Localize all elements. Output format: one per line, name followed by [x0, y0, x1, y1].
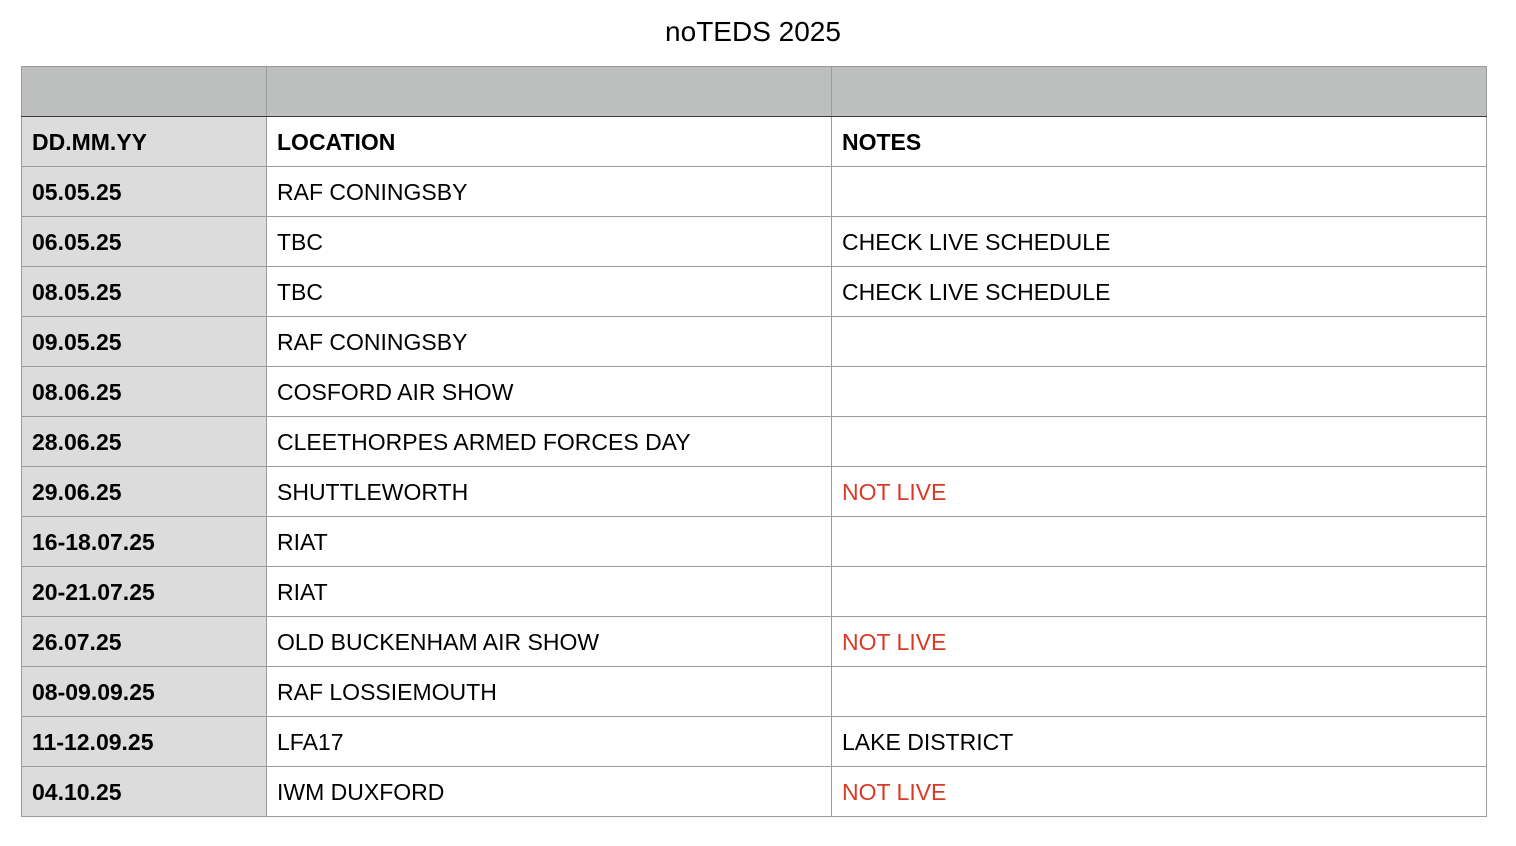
- row-notes: [832, 167, 1487, 217]
- row-location: IWM DUXFORD: [267, 767, 832, 817]
- row-notes: [832, 317, 1487, 367]
- row-location: COSFORD AIR SHOW: [267, 367, 832, 417]
- page-title: noTEDS 2025: [665, 16, 841, 47]
- row-date: 11-12.09.25: [22, 717, 267, 767]
- row-date: 08-09.09.25: [22, 667, 267, 717]
- row-location: RAF CONINGSBY: [267, 167, 832, 217]
- row-date: 04.10.25: [22, 767, 267, 817]
- band-cell: [22, 67, 267, 117]
- row-date: 28.06.25: [22, 417, 267, 467]
- row-date: 06.05.25: [22, 217, 267, 267]
- row-notes: [832, 667, 1487, 717]
- schedule-table-body: [22, 67, 1487, 817]
- table-band-row: [22, 67, 1487, 117]
- band-cell: [832, 67, 1487, 117]
- table-row: [22, 717, 1487, 767]
- row-location: OLD BUCKENHAM AIR SHOW: [267, 617, 832, 667]
- row-location: SHUTTLEWORTH: [267, 467, 832, 517]
- row-notes: CHECK LIVE SCHEDULE: [832, 217, 1487, 267]
- row-date: 08.05.25: [22, 267, 267, 317]
- table-row: [22, 417, 1487, 467]
- row-notes: CHECK LIVE SCHEDULE: [832, 267, 1487, 317]
- row-location: RAF CONINGSBY: [267, 317, 832, 367]
- table-row: [22, 617, 1487, 667]
- header-location: LOCATION: [267, 117, 832, 167]
- row-location: RIAT: [267, 517, 832, 567]
- row-date: 05.05.25: [22, 167, 267, 217]
- row-location: RAF LOSSIEMOUTH: [267, 667, 832, 717]
- row-date: 08.06.25: [22, 367, 267, 417]
- row-location: CLEETHORPES ARMED FORCES DAY: [267, 417, 832, 467]
- table-row: [22, 217, 1487, 267]
- row-date: 16-18.07.25: [22, 517, 267, 567]
- row-date: 29.06.25: [22, 467, 267, 517]
- table-row: [22, 517, 1487, 567]
- table-row: [22, 167, 1487, 217]
- row-notes: NOT LIVE: [832, 617, 1487, 667]
- row-notes: [832, 567, 1487, 617]
- table-row: [22, 467, 1487, 517]
- schedule-table: [21, 66, 1487, 817]
- table-row: [22, 667, 1487, 717]
- row-date: 09.05.25: [22, 317, 267, 367]
- row-notes: LAKE DISTRICT: [832, 717, 1487, 767]
- table-row: [22, 367, 1487, 417]
- row-location: TBC: [267, 267, 832, 317]
- row-notes: NOT LIVE: [832, 467, 1487, 517]
- header-notes: NOTES: [832, 117, 1487, 167]
- table-header-row: [22, 117, 1487, 167]
- row-date: 20-21.07.25: [22, 567, 267, 617]
- table-row: [22, 267, 1487, 317]
- header-date: DD.MM.YY: [22, 117, 267, 167]
- table-row: [22, 317, 1487, 367]
- band-cell: [267, 67, 832, 117]
- row-notes: [832, 517, 1487, 567]
- row-notes: [832, 367, 1487, 417]
- row-location: TBC: [267, 217, 832, 267]
- row-notes: NOT LIVE: [832, 767, 1487, 817]
- row-date: 26.07.25: [22, 617, 267, 667]
- table-row: [22, 767, 1487, 817]
- row-notes: [832, 417, 1487, 467]
- table-row: [22, 567, 1487, 617]
- row-location: LFA17: [267, 717, 832, 767]
- row-location: RIAT: [267, 567, 832, 617]
